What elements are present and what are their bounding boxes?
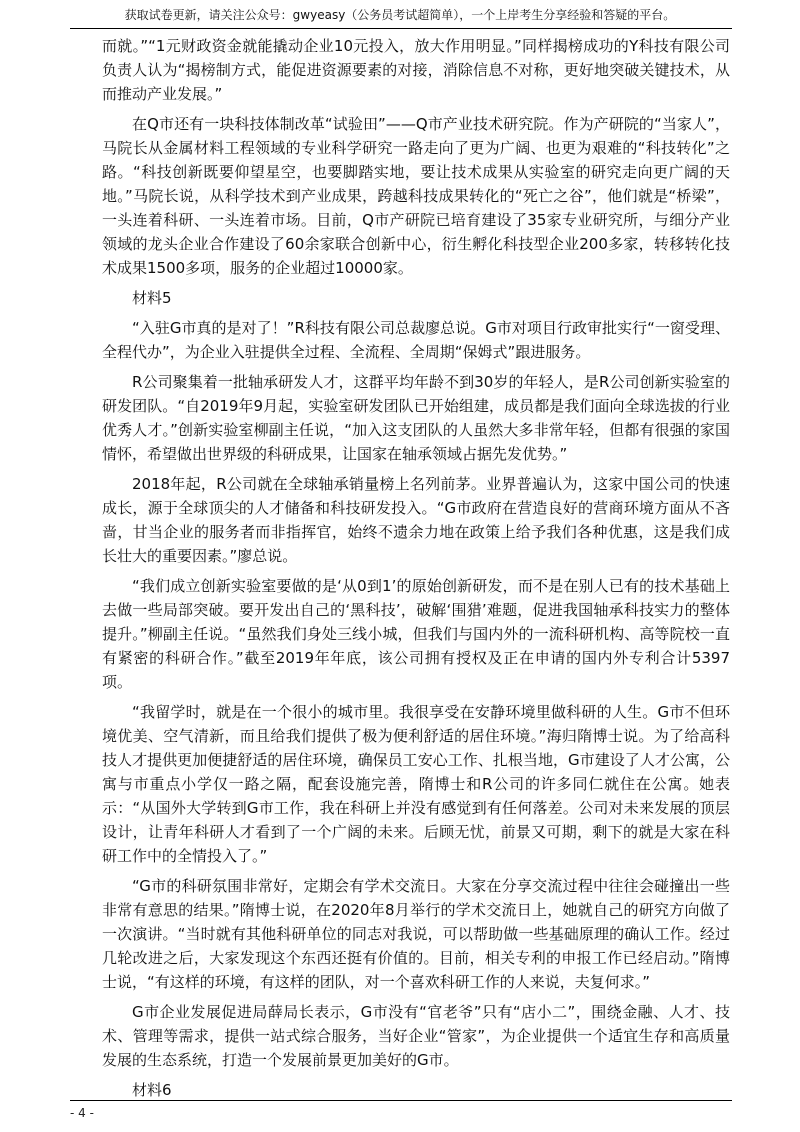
material-label: 材料5: [132, 289, 172, 307]
page-header: 获取试卷更新，请关注公众号：gwyeasy（公务员考试超简单），一个上岸考生分享经验和答疑的平台。: [124, 8, 676, 22]
footer-divider: [70, 1100, 732, 1101]
paragraph: 而就。”“1元财政资金就能撬动企业10元投入，放大作用明显。”同样揭榜成功的Y科技有限公司负责人认为“揭榜制方式，能促进资源要素的对接，消除信息不对称，更好地突破关键技术，从而推动产业发展。”: [102, 37, 730, 103]
paragraph: “入驻G市真的是对了！”R科技有限公司总裁廖总说。G市对项目行政审批实行“一窗受理、全程代办”，为企业入驻提供全过程、全流程、全周期“保姆式”跟进服务。: [102, 319, 730, 361]
paragraph: “我们成立创新实验室要做的是‘从0到1’的原始创新研发，而不是在别人已有的技术基础上去做一些局部突破。要开发出自己的‘黑科技’，破解‘围猎’难题，促进我国轴承科技实力的整体提升。”柳副主任说。“虽然我们身处三线小城，但我们与国内外的一流科研机构、高等院校一直有紧密的科研合作。”截至2019年年底，该公司拥有授权及正在申请的国内外专利合计5397项。: [102, 577, 730, 691]
header-divider: [70, 28, 732, 29]
material-label: 材料6: [132, 1081, 172, 1099]
page-number: - 4 -: [70, 1106, 94, 1120]
paragraph: 2018年起，R公司就在全球轴承销量榜上名列前茅。业界普遍认为，这家中国公司的快速成长，源于全球顶尖的人才储备和科技研发投入。“G市政府在营造良好的营商环境方面从不吝啬，甘当企业的服务者而非指挥官，始终不遗余力地在政策上给予我们各种优惠，这是我们成长壮大的重要因素。”廖总说。: [102, 475, 730, 565]
paragraph: R公司聚集着一批轴承研发人才，这群平均年龄不到30岁的年轻人，是R公司创新实验室的研发团队。“自2019年9月起，实验室研发团队已开始组建，成员都是我们面向全球选拔的行业优秀人才。”创新实验室柳副主任说，“加入这支团队的人虽然大多非常年轻，但都有很强的家国情怀，希望做出世界级的科研成果，让国家在轴承领域占据先发优势。”: [102, 373, 730, 463]
paragraph: “我留学时，就是在一个很小的城市里。我很享受在安静环境里做科研的人生。G市不但环境优美、空气清新，而且给我们提供了极为便利舒适的居住环境。”海归隋博士说。为了给高科技人才提供更加便捷舒适的居住环境，确保员工安心工作、扎根当地，G市建设了人才公寓，公寓与市重点小学仅一路之隔，配套设施完善，隋博士和R公司的许多同仁就住在公寓。她表示：“从国外大学转到G市工作，我在科研上并没有感觉到有任何落差。公司对未来发展的顶层设计，让青年科研人才看到了一个广阔的未来。后顾无忧，前景又可期，剩下的就是大家在科研工作中的全情投入了。”: [102, 703, 730, 865]
paragraph: G市企业发展促进局薛局长表示，G市没有“官老爷”只有“店小二”，围绕金融、人才、技术、管理等需求，提供一站式综合服务，当好企业“管家”，为企业提供一个适宜生存和高质量发展的生态系统，打造一个发展前景更加美好的G市。: [102, 1003, 730, 1069]
paragraph: 在Q市还有一块科技体制改革“试验田”——Q市产业技术研究院。作为产研院的“当家人”，马院长从金属材料工程领域的专业科学研究一路走向了更为广阔、也更为艰难的“科技转化”之路。“科技创新既要仰望星空，也要脚踏实地，要让技术成果从实验室的研究走向更广阔的天地。”马院长说，从科学技术到产业成果，跨越科技成果转化的“死亡之谷”，他们就是“桥梁”，一头连着科研、一头连着市场。目前，Q市产研院已培育建设了35家专业研究所，与细分产业领域的龙头企业合作建设了60余家联合创新中心，衍生孵化科技型企业200多家，转移转化技术成果1500多项，服务的企业超过10000家。: [102, 115, 730, 277]
document-body: [102, 34, 730, 1108]
paragraph: “G市的科研氛围非常好，定期会有学术交流日。大家在分享交流过程中往往会碰撞出一些非常有意思的结果。”隋博士说，在2020年8月举行的学术交流日上，她就自己的研究方向做了一次演讲。“当时就有其他科研单位的同志对我说，可以帮助做一些基础原理的确认工作。经过几轮改进之后，大家发现这个东西还挺有价值的。目前，相关专利的申报工作已经启动。”隋博士说，“有这样的环境，有这样的团队，对一个喜欢科研工作的人来说，夫复何求。”: [102, 877, 730, 991]
